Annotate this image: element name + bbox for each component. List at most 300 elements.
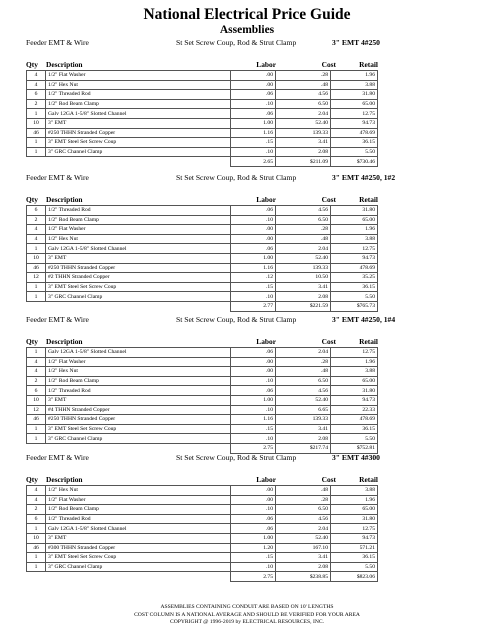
total-blank-cell	[46, 157, 231, 167]
table-row	[27, 244, 378, 254]
cell-cost: 4.56	[276, 206, 331, 216]
cell-retail: 65.00	[331, 215, 378, 225]
cell-qty: 4	[27, 80, 46, 90]
cell-labor: .00	[231, 495, 276, 505]
column-header-cost: Cost	[321, 337, 336, 346]
cell-labor: .06	[231, 386, 276, 396]
section-category: Feeder EMT & Wire	[26, 315, 89, 324]
table-row	[27, 71, 378, 81]
total-retail: $823.06	[331, 572, 378, 582]
cell-qty: 1	[27, 434, 46, 444]
cell-qty: 1	[27, 282, 46, 292]
table-row	[27, 415, 378, 425]
cell-retail: 36.15	[331, 553, 378, 563]
cell-labor: 1.20	[231, 543, 276, 553]
cell-cost: 2.08	[276, 434, 331, 444]
assembly-table	[26, 70, 378, 167]
cell-retail: 94.73	[331, 533, 378, 543]
column-header-cost: Cost	[321, 475, 336, 484]
cell-description: 3" EMT	[46, 253, 231, 263]
table-row	[27, 90, 378, 100]
cell-cost: 52.40	[276, 533, 331, 543]
table-row	[27, 348, 378, 358]
cell-qty: 2	[27, 505, 46, 515]
cell-description: 1/2" Hex Nut	[46, 367, 231, 377]
cell-cost: 6.50	[276, 215, 331, 225]
assembly-section	[26, 451, 474, 582]
cell-retail: 12.75	[331, 109, 378, 119]
table-row	[27, 424, 378, 434]
cell-qty: 2	[27, 215, 46, 225]
page-title: National Electrical Price Guide	[143, 6, 351, 23]
cell-qty: 1	[27, 424, 46, 434]
total-row	[27, 572, 378, 582]
column-header-qty: Qty	[26, 337, 38, 346]
cell-description: 3" EMT	[46, 533, 231, 543]
cell-labor: .00	[231, 486, 276, 496]
cell-labor: 1.16	[231, 415, 276, 425]
column-header-retail: Retail	[359, 195, 378, 204]
cell-retail: 1.96	[331, 71, 378, 81]
cell-cost: 4.56	[276, 90, 331, 100]
cell-cost: 52.40	[276, 253, 331, 263]
cell-labor: 1.16	[231, 128, 276, 138]
table-row	[27, 234, 378, 244]
cell-description: 3" GRC Channel Clamp	[46, 562, 231, 572]
cell-retail: 65.00	[331, 505, 378, 515]
cell-qty: 1	[27, 109, 46, 119]
assembly-section	[26, 36, 474, 167]
cell-retail: 5.50	[331, 562, 378, 572]
section-category: Feeder EMT & Wire	[26, 38, 89, 47]
cell-cost: .28	[276, 495, 331, 505]
total-row	[27, 157, 378, 167]
cell-labor: .06	[231, 206, 276, 216]
table-row	[27, 495, 378, 505]
cell-description: 1/2" Rod Beam Clamp	[46, 215, 231, 225]
column-header-qty: Qty	[26, 195, 38, 204]
cell-labor: .10	[231, 99, 276, 109]
cell-cost: 3.41	[276, 138, 331, 148]
section-header	[26, 36, 474, 50]
cell-retail: 31.80	[331, 90, 378, 100]
cell-qty: 1	[27, 348, 46, 358]
cell-description: 1/2" Flat Washer	[46, 225, 231, 235]
cell-labor: .00	[231, 225, 276, 235]
cell-description: Galv 12GA 1-5/8" Slotted Channel	[46, 244, 231, 254]
cell-retail: 22.33	[331, 405, 378, 415]
cell-labor: .15	[231, 424, 276, 434]
cell-description: 3" EMT	[46, 118, 231, 128]
column-header-description: Description	[46, 475, 83, 484]
cell-cost: 4.56	[276, 514, 331, 524]
cell-description: #250 THHN Stranded Copper	[46, 263, 231, 273]
cell-retail: 5.50	[331, 147, 378, 157]
table-row	[27, 215, 378, 225]
total-blank-cell	[46, 572, 231, 582]
section-header	[26, 451, 474, 465]
cell-labor: .06	[231, 524, 276, 534]
cell-labor: .06	[231, 244, 276, 254]
footer-line-2: COST COLUMN IS A NATIONAL AVERAGE AND SHOULD BE VERIFIED FOR YOUR AREA	[134, 611, 360, 618]
cell-cost: 167.10	[276, 543, 331, 553]
table-row	[27, 109, 378, 119]
table-row	[27, 533, 378, 543]
total-labor: 2.77	[231, 301, 276, 311]
cell-qty: 4	[27, 225, 46, 235]
total-cost: $217.74	[276, 443, 331, 453]
cell-description: 1/2" Threaded Rod	[46, 206, 231, 216]
cell-description: 1/2" Flat Washer	[46, 71, 231, 81]
column-header-labor: Labor	[256, 195, 276, 204]
table-row	[27, 553, 378, 563]
cell-cost: 2.08	[276, 292, 331, 302]
cell-cost: .48	[276, 367, 331, 377]
cell-cost: .28	[276, 225, 331, 235]
cell-labor: 1.00	[231, 253, 276, 263]
assembly-table	[26, 205, 378, 312]
cell-qty: 1	[27, 524, 46, 534]
section-method: St Set Screw Coup, Rod & Strut Clamp	[176, 453, 297, 462]
cell-cost: 6.50	[276, 376, 331, 386]
section-method: St Set Screw Coup, Rod & Strut Clamp	[176, 315, 297, 324]
footer-line-3: COPYRIGHT @ 1996-2019 by ELECTRICAL RESOURCES, INC.	[169, 619, 324, 626]
cell-qty: 1	[27, 292, 46, 302]
cell-description: 1/2" Rod Beam Clamp	[46, 99, 231, 109]
cell-retail: 94.73	[331, 253, 378, 263]
cell-description: 3" EMT Steel Set Screw Coup	[46, 282, 231, 292]
cell-retail: 94.73	[331, 118, 378, 128]
cell-retail: 94.73	[331, 395, 378, 405]
total-blank-cell	[27, 301, 46, 311]
cell-retail: 31.80	[331, 386, 378, 396]
cell-labor: .00	[231, 71, 276, 81]
cell-labor: .15	[231, 138, 276, 148]
cell-qty: 4	[27, 367, 46, 377]
table-row	[27, 138, 378, 148]
cell-labor: 1.00	[231, 118, 276, 128]
cell-retail: 478.69	[331, 415, 378, 425]
cell-retail: 3.88	[331, 80, 378, 90]
cell-description: 1/2" Hex Nut	[46, 234, 231, 244]
table-row	[27, 514, 378, 524]
cell-cost: 6.65	[276, 405, 331, 415]
column-header-retail: Retail	[359, 60, 378, 69]
cell-labor: .10	[231, 215, 276, 225]
section-assembly: 3" EMT 4#250	[332, 38, 380, 47]
cell-retail: 12.75	[331, 348, 378, 358]
cell-labor: .00	[231, 357, 276, 367]
total-retail: $730.46	[331, 157, 378, 167]
cell-cost: 6.50	[276, 505, 331, 515]
total-row	[27, 301, 378, 311]
cell-cost: 10.50	[276, 273, 331, 283]
column-header-labor: Labor	[256, 60, 276, 69]
footer-line-1: ASSEMBLIES CONTAINING CONDUIT ARE BASED ON 10' LENGTHS	[160, 604, 334, 610]
cell-qty: 4	[27, 486, 46, 496]
cell-cost: 139.33	[276, 415, 331, 425]
table-row	[27, 292, 378, 302]
cell-retail: 36.15	[331, 424, 378, 434]
cell-labor: .10	[231, 434, 276, 444]
cell-cost: 139.33	[276, 128, 331, 138]
cell-cost: 2.04	[276, 109, 331, 119]
cell-description: 3" GRC Channel Clamp	[46, 434, 231, 444]
cell-qty: 46	[27, 263, 46, 273]
cell-cost: 2.04	[276, 244, 331, 254]
section-category: Feeder EMT & Wire	[26, 173, 89, 182]
cell-qty: 6	[27, 514, 46, 524]
column-header-description: Description	[46, 60, 83, 69]
column-headers	[26, 194, 474, 205]
table-row	[27, 128, 378, 138]
cell-qty: 10	[27, 533, 46, 543]
cell-retail: 478.69	[331, 128, 378, 138]
cell-labor: .15	[231, 553, 276, 563]
table-row	[27, 80, 378, 90]
column-header-description: Description	[46, 195, 83, 204]
section-header	[26, 171, 474, 185]
cell-cost: .48	[276, 234, 331, 244]
table-row	[27, 357, 378, 367]
table-row	[27, 147, 378, 157]
column-header-labor: Labor	[256, 337, 276, 346]
column-header-retail: Retail	[359, 475, 378, 484]
cell-cost: 2.08	[276, 562, 331, 572]
column-header-cost: Cost	[321, 60, 336, 69]
cell-description: 1/2" Threaded Rod	[46, 90, 231, 100]
cell-description: 3" EMT Steel Set Screw Coup	[46, 424, 231, 434]
total-cost: $211.09	[276, 157, 331, 167]
cell-qty: 4	[27, 234, 46, 244]
cell-qty: 4	[27, 357, 46, 367]
section-header	[26, 313, 474, 327]
cell-cost: 139.33	[276, 263, 331, 273]
cell-qty: 1	[27, 244, 46, 254]
section-assembly: 3" EMT 4#250, 1#2	[332, 173, 396, 182]
cell-qty: 12	[27, 405, 46, 415]
cell-retail: 3.88	[331, 486, 378, 496]
cell-qty: 10	[27, 253, 46, 263]
cell-qty: 2	[27, 99, 46, 109]
section-method: St Set Screw Coup, Rod & Strut Clamp	[176, 173, 297, 182]
cell-qty: 1	[27, 562, 46, 572]
cell-qty: 46	[27, 128, 46, 138]
cell-description: 1/2" Threaded Rod	[46, 514, 231, 524]
cell-retail: 1.96	[331, 357, 378, 367]
column-headers	[26, 336, 474, 347]
total-labor: 2.75	[231, 572, 276, 582]
cell-labor: .10	[231, 147, 276, 157]
column-headers	[26, 59, 474, 70]
total-retail: $752.81	[331, 443, 378, 453]
cell-description: #4 THHN Stranded Copper	[46, 405, 231, 415]
cell-labor: .12	[231, 273, 276, 283]
assembly-table	[26, 485, 378, 582]
cell-retail: 3.88	[331, 367, 378, 377]
cell-description: 3" GRC Channel Clamp	[46, 147, 231, 157]
total-labor: 2.65	[231, 157, 276, 167]
cell-qty: 12	[27, 273, 46, 283]
cell-labor: .06	[231, 348, 276, 358]
column-header-labor: Labor	[256, 475, 276, 484]
cell-labor: 1.00	[231, 533, 276, 543]
cell-description: 3" GRC Channel Clamp	[46, 292, 231, 302]
cell-cost: .28	[276, 71, 331, 81]
cell-description: 1/2" Rod Beam Clamp	[46, 376, 231, 386]
cell-description: #300 THHN Stranded Copper	[46, 543, 231, 553]
cell-qty: 46	[27, 415, 46, 425]
cell-labor: 1.00	[231, 395, 276, 405]
table-row	[27, 405, 378, 415]
cell-description: 3" EMT Steel Set Screw Coup	[46, 553, 231, 563]
cell-cost: .48	[276, 486, 331, 496]
cell-retail: 12.75	[331, 524, 378, 534]
cell-qty: 1	[27, 138, 46, 148]
total-blank-cell	[27, 572, 46, 582]
cell-retail: 36.15	[331, 282, 378, 292]
total-blank-cell	[27, 157, 46, 167]
cell-labor: .06	[231, 514, 276, 524]
cell-qty: 6	[27, 206, 46, 216]
cell-description: 3" EMT Steel Set Screw Coup	[46, 138, 231, 148]
table-row	[27, 386, 378, 396]
cell-cost: .48	[276, 80, 331, 90]
cell-labor: .10	[231, 405, 276, 415]
table-row	[27, 505, 378, 515]
cell-labor: .06	[231, 109, 276, 119]
assembly-section	[26, 171, 474, 312]
table-row	[27, 562, 378, 572]
table-row	[27, 206, 378, 216]
column-header-qty: Qty	[26, 60, 38, 69]
cell-retail: 5.50	[331, 292, 378, 302]
cell-cost: 3.41	[276, 553, 331, 563]
table-row	[27, 273, 378, 283]
table-row	[27, 282, 378, 292]
cell-retail: 1.96	[331, 225, 378, 235]
cell-labor: .00	[231, 80, 276, 90]
cell-description: #250 THHN Stranded Copper	[46, 128, 231, 138]
total-labor: 2.75	[231, 443, 276, 453]
table-row	[27, 524, 378, 534]
cell-retail: 1.96	[331, 495, 378, 505]
total-cost: $238.85	[276, 572, 331, 582]
cell-description: 1/2" Threaded Rod	[46, 386, 231, 396]
cell-qty: 1	[27, 553, 46, 563]
table-row	[27, 367, 378, 377]
cell-cost: 52.40	[276, 395, 331, 405]
cell-description: #2 THHN Stranded Copper	[46, 273, 231, 283]
assembly-table	[26, 347, 378, 454]
cell-description: Galv 12GA 1-5/8" Slotted Channel	[46, 348, 231, 358]
cell-description: 1/2" Hex Nut	[46, 486, 231, 496]
cell-labor: .00	[231, 234, 276, 244]
assembly-section	[26, 313, 474, 454]
cell-qty: 1	[27, 147, 46, 157]
section-assembly: 3" EMT 4#300	[332, 453, 380, 462]
total-cost: $221.59	[276, 301, 331, 311]
cell-qty: 10	[27, 395, 46, 405]
total-retail: $765.73	[331, 301, 378, 311]
table-row	[27, 395, 378, 405]
cell-description: #250 THHN Stranded Copper	[46, 415, 231, 425]
page-subtitle: Assemblies	[219, 24, 275, 36]
column-headers	[26, 474, 474, 485]
column-header-description: Description	[46, 337, 83, 346]
cell-retail: 65.00	[331, 99, 378, 109]
table-row	[27, 118, 378, 128]
cell-cost: 2.04	[276, 524, 331, 534]
cell-qty: 4	[27, 495, 46, 505]
cell-retail: 3.88	[331, 234, 378, 244]
cell-description: 1/2" Flat Washer	[46, 357, 231, 367]
table-row	[27, 225, 378, 235]
cell-cost: 3.41	[276, 282, 331, 292]
cell-labor: 1.16	[231, 263, 276, 273]
cell-retail: 31.80	[331, 206, 378, 216]
cell-cost: 3.41	[276, 424, 331, 434]
table-row	[27, 543, 378, 553]
cell-labor: .10	[231, 376, 276, 386]
cell-retail: 35.25	[331, 273, 378, 283]
cell-cost: 2.08	[276, 147, 331, 157]
column-header-cost: Cost	[321, 195, 336, 204]
cell-description: 3" EMT	[46, 395, 231, 405]
cell-qty: 6	[27, 386, 46, 396]
cell-retail: 12.75	[331, 244, 378, 254]
cell-labor: .15	[231, 282, 276, 292]
column-header-retail: Retail	[359, 337, 378, 346]
section-category: Feeder EMT & Wire	[26, 453, 89, 462]
table-row	[27, 253, 378, 263]
cell-labor: .10	[231, 562, 276, 572]
cell-labor: .10	[231, 292, 276, 302]
cell-qty: 4	[27, 71, 46, 81]
cell-description: 1/2" Hex Nut	[46, 80, 231, 90]
cell-description: 1/2" Flat Washer	[46, 495, 231, 505]
table-row	[27, 99, 378, 109]
cell-description: Galv 12GA 1-5/8" Slotted Channel	[46, 109, 231, 119]
cell-retail: 36.15	[331, 138, 378, 148]
column-header-qty: Qty	[26, 475, 38, 484]
cell-qty: 46	[27, 543, 46, 553]
cell-cost: .28	[276, 357, 331, 367]
cell-retail: 65.00	[331, 376, 378, 386]
table-row	[27, 263, 378, 273]
cell-labor: .10	[231, 505, 276, 515]
cell-cost: 2.04	[276, 348, 331, 358]
cell-cost: 6.50	[276, 99, 331, 109]
total-blank-cell	[46, 301, 231, 311]
cell-retail: 571.21	[331, 543, 378, 553]
cell-retail: 478.69	[331, 263, 378, 273]
table-row	[27, 434, 378, 444]
footer	[0, 604, 494, 627]
table-row	[27, 376, 378, 386]
cell-cost: 4.56	[276, 386, 331, 396]
cell-labor: .00	[231, 367, 276, 377]
cell-description: 1/2" Rod Beam Clamp	[46, 505, 231, 515]
cell-cost: 52.40	[276, 118, 331, 128]
cell-qty: 6	[27, 90, 46, 100]
table-row	[27, 486, 378, 496]
cell-description: Galv 12GA 1-5/8" Slotted Channel	[46, 524, 231, 534]
section-method: St Set Screw Coup, Rod & Strut Clamp	[176, 38, 297, 47]
cell-retail: 5.50	[331, 434, 378, 444]
section-assembly: 3" EMT 4#250, 1#4	[332, 315, 396, 324]
cell-qty: 2	[27, 376, 46, 386]
